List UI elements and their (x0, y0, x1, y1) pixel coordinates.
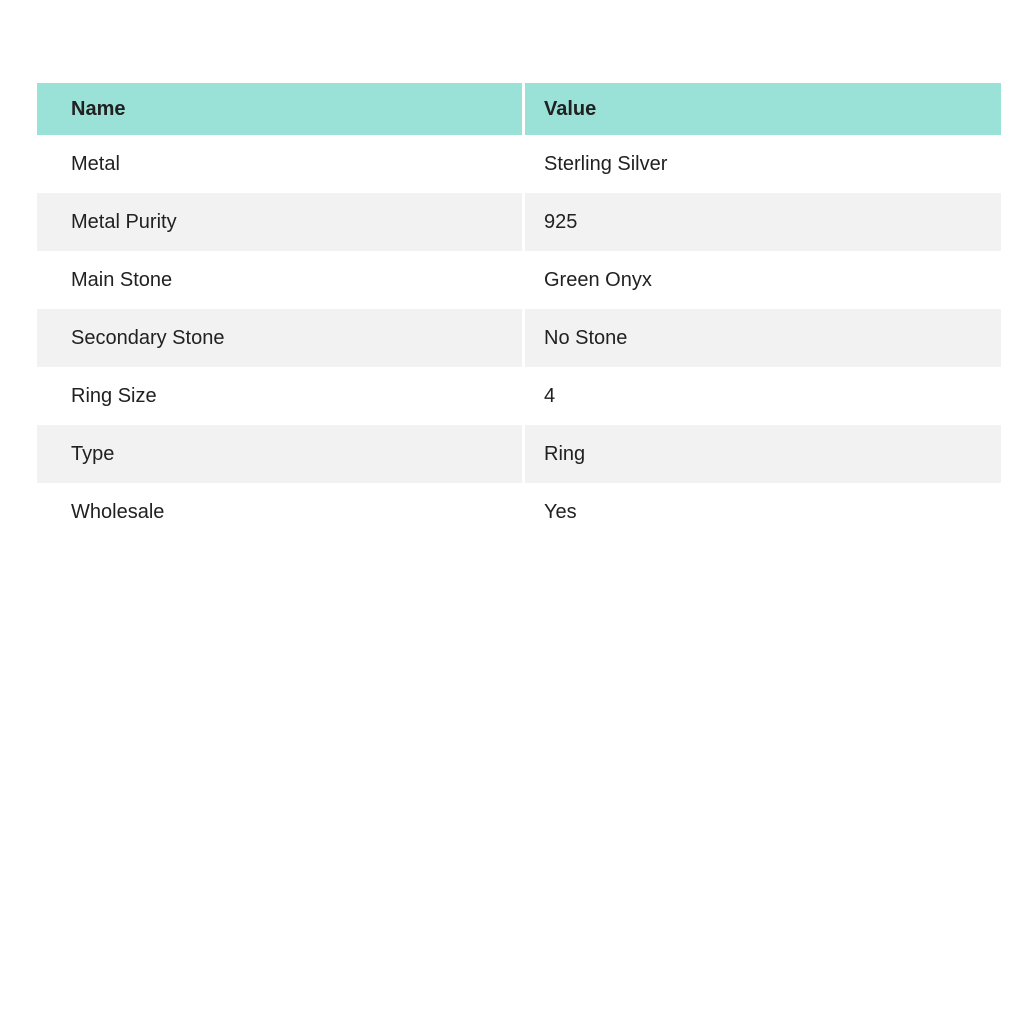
table-row (37, 309, 1001, 367)
row-cell-name: Metal (37, 135, 522, 193)
row-cell-value: Sterling Silver (525, 135, 1001, 193)
row-cell-value: Ring (525, 425, 1001, 483)
row-cell-name: Secondary Stone (37, 309, 522, 367)
row-cell-name: Metal Purity (37, 193, 522, 251)
header-cell-name: Name (37, 83, 522, 135)
row-cell-name: Ring Size (37, 367, 522, 425)
table-row (37, 367, 1001, 425)
table-row (37, 193, 1001, 251)
table-row (37, 251, 1001, 309)
row-cell-name: Main Stone (37, 251, 522, 309)
product-spec-table (37, 83, 1001, 541)
row-cell-value: 4 (525, 367, 1001, 425)
table-row (37, 425, 1001, 483)
row-cell-value: Yes (525, 483, 1001, 541)
row-cell-value: 925 (525, 193, 1001, 251)
table-header-row (37, 83, 1001, 135)
row-cell-name: Type (37, 425, 522, 483)
table-row (37, 483, 1001, 541)
row-cell-value: Green Onyx (525, 251, 1001, 309)
row-cell-name: Wholesale (37, 483, 522, 541)
row-cell-value: No Stone (525, 309, 1001, 367)
table-row (37, 135, 1001, 193)
header-cell-value: Value (525, 83, 1001, 135)
